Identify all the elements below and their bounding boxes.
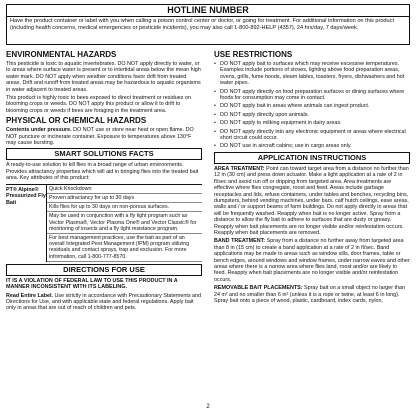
use-restrictions-title: USE RESTRICTIONS (214, 50, 293, 59)
attribute-item: May be used in conjunction with a fly light program such as Vector Plasma®, Vector Plasma One® and Vector Classic® for monitoring of insects and a fly light resistance program. (47, 212, 202, 234)
attribute-list (46, 185, 202, 262)
hotline-box (6, 4, 410, 45)
physical-hazards-title: PHYSICAL OR CHEMICAL HAZARDS (6, 116, 147, 126)
band-treatment-text (214, 238, 410, 283)
smart-attributes-table (6, 184, 202, 262)
removable-placements-body: Spray bait on a small object no larger than 24 in² and no smaller than 6 in² (unless it is a rope or twine, at least 6 in long). Spray bait onto a piece of wood, plastic, cardboard, index cards, nylon, (214, 285, 406, 304)
restrictions-list (214, 61, 410, 150)
physical-hazards-text (6, 127, 202, 146)
read-label-text (6, 293, 202, 312)
restriction-item: • DO NOT apply bait in areas where animals can ingest product. (214, 103, 410, 109)
area-treatment-body: Point can toward target area from a distance no further than 12 in (30 cm) and press down actuator. Make a light application at a rate of 2 in fl/sec and avoid run off or dripping from targeted area. Area treatments are effective where flies congregate, roost and feed. Areas include garbage receptacles and lids, refuse containers, under tables and benches, recycling bins, dumpsters, behind vending machines, under bars, calf hutch ceilings, eave areas, walls and / or support beams of farm buildings. Do not apply directly in areas that will be frequently washed. Reapply when bait is no longer active. Spray from a distance to allow the fly bait to adhere to surfaces that are dusty or greasy. Reapply when bait placements are no longer visible and/or reinfestation occurs. Reapply when bait placements are removed. (214, 165, 409, 236)
right-column (214, 49, 410, 306)
hotline-title: HOTLINE NUMBER (7, 5, 409, 17)
env-hazards-p1: This pesticide is toxic to aquatic invertebrates. DO NOT apply directly to water, or to areas where surface water is present or to intertidal areas below the mean high water mark. DO NOT apply when weather conditions favor drift from treated areas. Drift and runoff from treated areas may be hazardous to aquatic organisms in water adjacent to treated areas. (6, 61, 201, 93)
read-label-body: Use strictly in accordance with Precautionary Statements and Directions for Use, and with applicable state and federal regulations. Apply bait only in areas that are out of reach of children and pets. (6, 292, 202, 312)
restriction-item: • DO NOT apply bait to surfaces which may receive excessive temperatures. Examples include portions of stoves, lighting above food preparation areas, ovens, grills, fume hoods, steam tables, toasters, fryers, dishwashers and hot water pipes. (214, 61, 410, 87)
env-hazards-p2: This product is highly toxic to bees exposed to direct treatment or residues on blooming crops or weeds. DO NOT apply this product or allow it to drift to blooming crops or weeds if bees are foraging in the treatment area. (6, 95, 191, 114)
smart-solutions-section (6, 162, 202, 261)
application-title: APPLICATION INSTRUCTIONS (214, 152, 410, 164)
label-page (6, 4, 410, 412)
band-treatment-body: Spray from a distance no further away from targeted area than 8 in (15 cm) to create a band application at a rate of 2 in fl/sec. Band applications may be made to areas such as window sills, door frames, table or bench edges, around windows and window frames, under narrow eaves and other areas where there is a narrow area where flies land, roost and/or are likely to feed. Reapply when bait placements are no longer visible and/or reinfestation occurs. (214, 238, 410, 283)
restriction-item: • DO NOT apply directly on food preparation surfaces or dining surfaces where foods for consumption may come in contact. (214, 89, 410, 102)
area-treatment-lead: AREA TREATMENT: (214, 165, 265, 172)
attribute-item: Quick Knockdown (47, 185, 202, 194)
smart-solutions-title: SMART SOLUTIONS FACTS (6, 148, 202, 160)
read-label-lead: Read Entire Label. (6, 292, 54, 299)
pressure-lead: Contents under pressure. (6, 127, 72, 134)
attribute-item: For best management practices, use the bait as part of an overall Integrated Pest Management (IPM) program utilizing residuals and contact sprays, trap and exclusion. For more information, call 1-800-777-8570. (47, 234, 202, 262)
env-hazards-title: ENVIRONMENTAL HAZARDS (6, 50, 117, 59)
band-treatment-lead: BAND TREATMENT: (214, 238, 266, 245)
removable-placements-lead: REMOVABLE BAIT PLACEMENTS: (214, 285, 303, 292)
federal-warning-box (6, 278, 202, 291)
page-number: 2 (206, 404, 210, 410)
physical-hazards-body: DO NOT use or store near heat or open flame. DO NOT puncture or incinerate container. Exposure to temperatures above 130°F may cause bursting. (6, 127, 194, 147)
restriction-item: • DO NOT use in aircraft cabins; use in cargo areas only. (214, 143, 410, 149)
restriction-item: • DO NOT apply directly into any electronic equipment or areas where electrical short circuit could occur. (214, 129, 410, 142)
attribute-item: Kills flies for up to 30 days on non-porous surfaces. (47, 203, 202, 212)
left-column (6, 49, 202, 314)
directions-title: DIRECTIONS FOR USE (6, 264, 202, 276)
smart-intro: A ready-to-use solution to kill flies in a broad range of urban environments. Provides attractancy properties which will aid in bringing flies into the treated bait area. Key attributes of this product: (6, 162, 199, 182)
hotline-body: Have the product container or label with you when calling a poison control center or doctor, or going for treatment. For additional information on this product (including health concerns, medical emergencies or pesticide incidents), you may also call 1-800-892-HELP (4357), 24 hrs/day, 7 days/week. (10, 18, 395, 31)
product-name: PT® Alpine® Pressurized Fly Bait (6, 186, 46, 206)
restriction-item: • DO NOT apply to milking equipment in dairy areas. (214, 120, 410, 126)
removable-placements-text (214, 285, 410, 304)
area-treatment-text (214, 166, 410, 236)
restriction-item: • DO NOT apply directly upon animals. (214, 112, 410, 118)
federal-warning: IT IS A VIOLATION OF FEDERAL LAW TO USE THIS PRODUCT IN A MANNER INCONSISTENT WITH ITS LABELING. (6, 277, 178, 291)
attribute-item: Proven attractancy for up to 30 days (47, 194, 202, 203)
